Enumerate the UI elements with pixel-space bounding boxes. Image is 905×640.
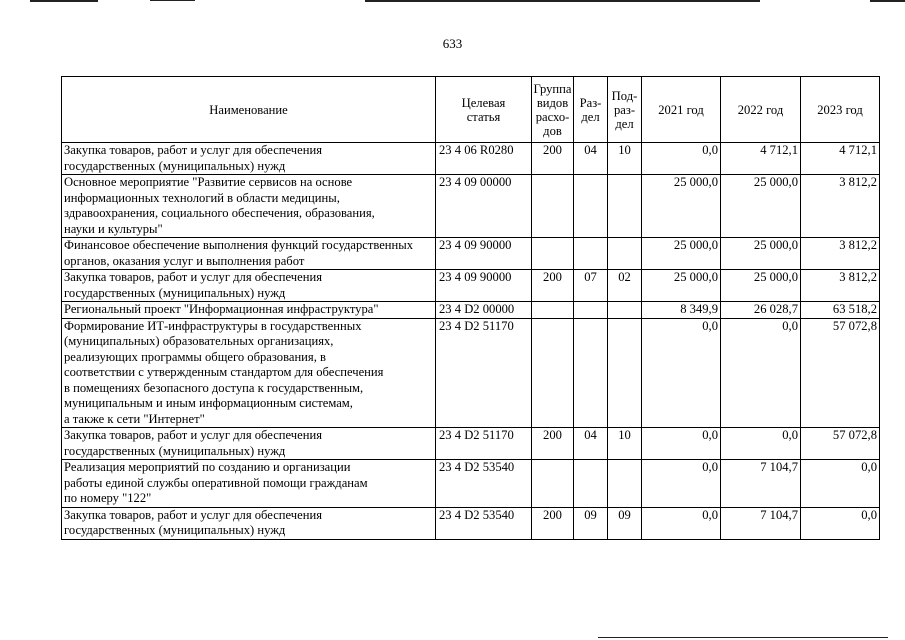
row-subsection — [608, 318, 642, 428]
table-row — [62, 318, 880, 428]
row-section: 04 — [574, 143, 608, 175]
row-group — [532, 238, 574, 270]
row-group — [532, 460, 574, 508]
top-rule-mid — [150, 0, 195, 1]
row-2023: 0,0 — [801, 507, 880, 539]
row-2023: 3 812,2 — [801, 238, 880, 270]
row-group: 200 — [532, 143, 574, 175]
row-subsection: 09 — [608, 507, 642, 539]
row-name: Региональный проект "Информационная инфраструктура" — [62, 302, 436, 319]
row-2021: 25 000,0 — [642, 270, 721, 302]
row-name: Формирование ИТ-инфраструктуры в государственных (муниципальных) образовательных организациях, реализующих программы общего образования, в соответствии с утвержденным стандартом для обеспечения в помещениях безопасного доступа к государственным, муниципальным и иным информационным системам, а также к сети "Интернет" — [62, 318, 436, 428]
bottom-rule — [598, 637, 888, 638]
row-2022: 26 028,7 — [721, 302, 801, 319]
row-2022: 7 104,7 — [721, 507, 801, 539]
row-2022: 25 000,0 — [721, 238, 801, 270]
top-rule-main — [365, 0, 760, 2]
row-subsection: 02 — [608, 270, 642, 302]
row-2023: 57 072,8 — [801, 428, 880, 460]
row-subsection: 10 — [608, 143, 642, 175]
row-2021: 0,0 — [642, 318, 721, 428]
table-row — [62, 175, 880, 238]
row-code: 23 4 09 00000 — [436, 175, 532, 238]
row-section — [574, 460, 608, 508]
row-2022: 25 000,0 — [721, 270, 801, 302]
header-row — [62, 77, 880, 143]
row-code: 23 4 D2 51170 — [436, 318, 532, 428]
row-code: 23 4 D2 53540 — [436, 507, 532, 539]
header-code: Целевая статья — [436, 77, 532, 143]
row-code: 23 4 D2 00000 — [436, 302, 532, 319]
header-2022: 2022 год — [721, 77, 801, 143]
table-row — [62, 428, 880, 460]
table-row — [62, 238, 880, 270]
row-group: 200 — [532, 270, 574, 302]
row-2021: 25 000,0 — [642, 238, 721, 270]
table-row — [62, 507, 880, 539]
row-code: 23 4 06 R0280 — [436, 143, 532, 175]
row-section — [574, 238, 608, 270]
row-2022: 25 000,0 — [721, 175, 801, 238]
row-group: 200 — [532, 507, 574, 539]
row-group — [532, 318, 574, 428]
budget-table — [61, 76, 880, 540]
table-row — [62, 143, 880, 175]
row-name: Реализация мероприятий по созданию и организации работы единой службы оперативной помощи гражданам по номеру "122" — [62, 460, 436, 508]
top-rule-right — [870, 0, 905, 2]
header-group: Группа видов расхо- дов — [532, 77, 574, 143]
row-2022: 4 712,1 — [721, 143, 801, 175]
top-rule-left — [30, 0, 98, 2]
row-section — [574, 318, 608, 428]
table-row — [62, 270, 880, 302]
row-2023: 57 072,8 — [801, 318, 880, 428]
row-code: 23 4 D2 53540 — [436, 460, 532, 508]
row-2021: 0,0 — [642, 460, 721, 508]
row-name: Закупка товаров, работ и услуг для обеспечения государственных (муниципальных) нужд — [62, 143, 436, 175]
table-row — [62, 302, 880, 319]
row-subsection — [608, 460, 642, 508]
row-code: 23 4 09 90000 — [436, 238, 532, 270]
row-group: 200 — [532, 428, 574, 460]
header-name: Наименование — [62, 77, 436, 143]
row-subsection — [608, 302, 642, 319]
row-section — [574, 302, 608, 319]
header-2021: 2021 год — [642, 77, 721, 143]
row-2021: 25 000,0 — [642, 175, 721, 238]
row-subsection — [608, 238, 642, 270]
row-subsection — [608, 175, 642, 238]
header-subsection: Под- раз- дел — [608, 77, 642, 143]
row-group — [532, 302, 574, 319]
row-code: 23 4 D2 51170 — [436, 428, 532, 460]
row-name: Основное мероприятие "Развитие сервисов на основе информационных технологий в области медицины, здравоохранения, социального обеспечения, образования, науки и культуры" — [62, 175, 436, 238]
row-section: 09 — [574, 507, 608, 539]
row-group — [532, 175, 574, 238]
row-2023: 3 812,2 — [801, 270, 880, 302]
row-2022: 7 104,7 — [721, 460, 801, 508]
row-2023: 4 712,1 — [801, 143, 880, 175]
row-2021: 0,0 — [642, 507, 721, 539]
header-2023: 2023 год — [801, 77, 880, 143]
row-name: Финансовое обеспечение выполнения функций государственных органов, оказания услуг и выполнения работ — [62, 238, 436, 270]
row-2022: 0,0 — [721, 318, 801, 428]
row-section: 07 — [574, 270, 608, 302]
row-section: 04 — [574, 428, 608, 460]
page-number: 633 — [442, 36, 463, 51]
row-name: Закупка товаров, работ и услуг для обеспечения государственных (муниципальных) нужд — [62, 270, 436, 302]
row-section — [574, 175, 608, 238]
row-2021: 0,0 — [642, 143, 721, 175]
row-2021: 0,0 — [642, 428, 721, 460]
row-2022: 0,0 — [721, 428, 801, 460]
row-name: Закупка товаров, работ и услуг для обеспечения государственных (муниципальных) нужд — [62, 507, 436, 539]
row-2023: 63 518,2 — [801, 302, 880, 319]
row-subsection: 10 — [608, 428, 642, 460]
row-2021: 8 349,9 — [642, 302, 721, 319]
row-2023: 3 812,2 — [801, 175, 880, 238]
header-section: Раз- дел — [574, 77, 608, 143]
row-name: Закупка товаров, работ и услуг для обеспечения государственных (муниципальных) нужд — [62, 428, 436, 460]
table-row — [62, 460, 880, 508]
row-code: 23 4 09 90000 — [436, 270, 532, 302]
row-2023: 0,0 — [801, 460, 880, 508]
